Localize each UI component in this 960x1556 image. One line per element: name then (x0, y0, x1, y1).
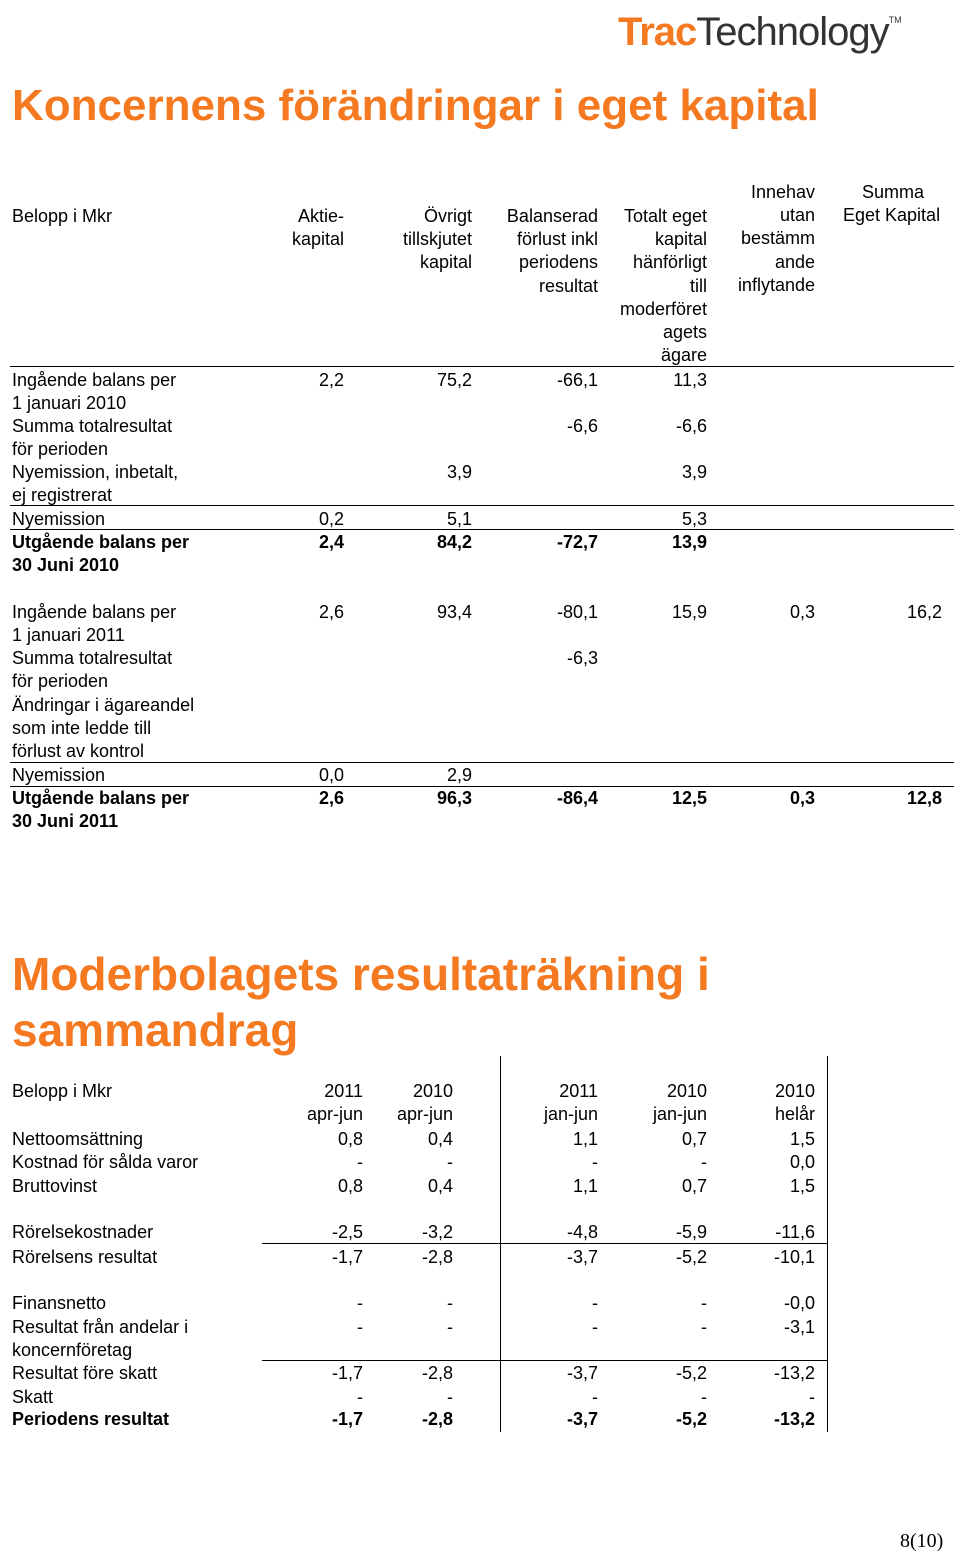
row-value: - (447, 1152, 453, 1172)
header-totalt-line: moderföret (619, 298, 707, 319)
row-value: -3,7 (566, 1363, 598, 1383)
row-value: 1,1 (572, 1129, 598, 1149)
column-divider (500, 1056, 501, 1432)
row-value: -66,1 (556, 370, 598, 390)
row-value: - (592, 1293, 598, 1313)
row-value: 13,9 (671, 532, 707, 552)
row-value: -13,2 (773, 1409, 815, 1429)
header-period: jan-jun (652, 1104, 707, 1125)
header-ovrigt-line: Övrigt (423, 206, 472, 226)
row-label: 1 januari 2011 (12, 625, 125, 646)
row-value: -6,6 (675, 416, 707, 436)
row-value: 96,3 (436, 788, 472, 808)
row-value: - (447, 1293, 453, 1313)
row-value: 93,4 (436, 602, 472, 622)
header-innehav-line: inflytande (737, 274, 815, 295)
row-value: 12,5 (671, 788, 707, 808)
section1-title: Koncernens förändringar i eget kapital (12, 81, 819, 130)
header-summa-line: Summa (862, 182, 925, 202)
row-divider (10, 529, 954, 530)
row-divider (262, 1360, 827, 1361)
row-value: -1,7 (331, 1409, 363, 1429)
header-innehav-line: bestämm (740, 228, 815, 249)
row-value: -10,1 (773, 1247, 815, 1267)
row-label: koncernföretag (12, 1340, 133, 1361)
header-belopp: Belopp i Mkr (12, 1081, 113, 1101)
header-period: helår (774, 1104, 815, 1125)
row-value: 2,2 (318, 370, 344, 390)
row-label: Nyemission, inbetalt, (12, 462, 179, 482)
row-divider (10, 505, 954, 506)
row-value: -1,7 (331, 1247, 363, 1267)
row-value: 0,4 (427, 1176, 453, 1196)
row-value: -6,6 (566, 416, 598, 436)
header-innehav-line: utan (779, 205, 815, 226)
row-label: Skatt (12, 1387, 54, 1407)
row-value: -2,8 (421, 1247, 453, 1267)
header-aktie-line: kapital (291, 229, 344, 250)
header-totalt-line: hänförligt (632, 252, 707, 273)
row-value: 5,1 (446, 509, 472, 529)
logo-tm: TM (888, 15, 902, 25)
row-value: -3,7 (566, 1247, 598, 1267)
row-label: Rörelsens resultat (12, 1247, 158, 1267)
header-totalt-line: till (690, 275, 707, 296)
section2-title-line1: Moderbolagets resultaträkning i (12, 948, 710, 1000)
row-value: 0,2 (318, 509, 344, 529)
header-innehav-line: ande (774, 251, 815, 272)
row-value: 1,1 (572, 1176, 598, 1196)
row-value: 0,7 (681, 1129, 707, 1149)
row-label: Resultat från andelar i (12, 1317, 189, 1337)
row-label: Utgående balans per (12, 788, 190, 808)
row-divider (10, 762, 954, 763)
row-value: - (357, 1387, 363, 1407)
row-label: förlust av kontrol (12, 741, 145, 762)
row-value: -2,8 (421, 1409, 453, 1429)
row-label: Nyemission (12, 509, 106, 529)
row-value: - (592, 1317, 598, 1337)
column-divider (827, 1056, 828, 1432)
row-value: 2,6 (318, 602, 344, 622)
row-value: - (701, 1387, 707, 1407)
row-value: 15,9 (671, 602, 707, 622)
header-period: apr-jun (306, 1104, 363, 1125)
row-label: Ändringar i ägareandel (12, 695, 195, 715)
header-period: 2010 (666, 1081, 707, 1101)
row-value: - (809, 1387, 815, 1407)
header-innehav-line: Innehav (750, 182, 815, 202)
row-value: 5,3 (681, 509, 707, 529)
row-value: 0,7 (681, 1176, 707, 1196)
header-belopp: Belopp i Mkr (12, 206, 113, 226)
row-label: Summa totalresultat (12, 416, 173, 436)
row-value: -5,9 (675, 1222, 707, 1242)
row-value: -2,8 (421, 1363, 453, 1383)
header-totalt-line: Totalt eget (623, 206, 707, 226)
row-value: -2,5 (331, 1222, 363, 1242)
row-value: -72,7 (556, 532, 598, 552)
row-label: för perioden (12, 439, 109, 460)
row-value: -0,0 (783, 1293, 815, 1313)
row-value: 3,9 (446, 462, 472, 482)
company-logo (618, 6, 958, 58)
header-balanserad-line: periodens (518, 252, 598, 273)
header-ovrigt-line: tillskjutet (402, 229, 472, 250)
row-value: -86,4 (556, 788, 598, 808)
row-label: ej registrerat (12, 485, 113, 506)
row-label: 1 januari 2010 (12, 393, 127, 414)
row-value: 3,9 (681, 462, 707, 482)
row-value: - (357, 1152, 363, 1172)
row-label: Kostnad för sålda varor (12, 1152, 199, 1172)
row-label: 30 Juni 2011 (12, 811, 119, 832)
row-divider (10, 366, 954, 367)
row-value: 2,6 (318, 788, 344, 808)
header-totalt-line: agets (662, 322, 707, 342)
row-value: 0,4 (427, 1129, 453, 1149)
row-value: 0,0 (789, 1152, 815, 1172)
row-value: - (592, 1387, 598, 1407)
header-period: 2011 (559, 1081, 598, 1101)
row-value: - (701, 1317, 707, 1337)
header-period: jan-jun (543, 1104, 598, 1125)
row-value: -13,2 (773, 1363, 815, 1383)
row-value: -5,2 (675, 1363, 707, 1383)
row-label: Nyemission (12, 765, 106, 785)
row-value: 0,3 (789, 788, 815, 808)
row-value: - (592, 1152, 598, 1172)
row-label: för perioden (12, 671, 109, 692)
row-value: 12,8 (906, 788, 942, 808)
row-label: Finansnetto (12, 1293, 107, 1313)
row-label: Utgående balans per (12, 532, 190, 552)
header-period: apr-jun (396, 1104, 453, 1125)
header-aktie-line: Aktie- (297, 206, 344, 226)
row-value: - (447, 1387, 453, 1407)
row-label: Periodens resultat (12, 1409, 170, 1429)
header-balanserad-line: resultat (538, 275, 598, 296)
header-totalt-line: kapital (654, 229, 707, 250)
header-summa-line: Eget Kapital (843, 205, 941, 226)
row-value: 0,0 (318, 765, 344, 785)
row-label: Summa totalresultat (12, 648, 173, 668)
header-period: 2010 (412, 1081, 453, 1101)
row-value: 84,2 (436, 532, 472, 552)
row-value: -11,6 (775, 1222, 815, 1242)
row-value: 2,4 (318, 532, 344, 552)
header-period: 2010 (774, 1081, 815, 1101)
row-value: 75,2 (436, 370, 472, 390)
row-value: - (701, 1152, 707, 1172)
row-value: 2,9 (446, 765, 472, 785)
row-label: Ingående balans per (12, 602, 177, 622)
row-value: -4,8 (566, 1222, 598, 1242)
header-totalt-line: ägare (660, 345, 707, 366)
row-value: - (357, 1317, 363, 1337)
header-period: 2011 (324, 1081, 363, 1101)
row-value: - (701, 1293, 707, 1313)
row-label: Ingående balans per (12, 370, 177, 390)
row-value: -3,1 (783, 1317, 815, 1337)
header-balanserad-line: Balanserad (506, 206, 598, 226)
row-value: -6,3 (566, 648, 598, 668)
header-balanserad-line: förlust inkl (516, 229, 598, 250)
row-label: Nettoomsättning (12, 1129, 144, 1149)
row-value: 0,3 (789, 602, 815, 622)
row-value: 0,8 (337, 1176, 363, 1196)
row-value: - (447, 1317, 453, 1337)
row-value: -3,7 (566, 1409, 598, 1429)
page-number: 8(10) (900, 1530, 944, 1552)
row-value: 0,8 (337, 1129, 363, 1149)
row-value: 1,5 (789, 1129, 815, 1149)
row-value: -80,1 (556, 602, 598, 622)
row-value: -5,2 (675, 1247, 707, 1267)
section2-title-line2: sammandrag (12, 1004, 299, 1056)
row-label: som inte ledde till (12, 718, 152, 739)
row-value: 1,5 (789, 1176, 815, 1196)
row-label: Rörelsekostnader (12, 1222, 154, 1242)
row-value: -3,2 (421, 1222, 453, 1242)
logo-technology: Technology (696, 10, 889, 54)
row-label: Bruttovinst (12, 1176, 98, 1196)
row-value: 11,3 (673, 370, 707, 390)
logo-trac: Trac (618, 10, 697, 54)
row-label: 30 Juni 2010 (12, 555, 120, 576)
row-value: -5,2 (675, 1409, 707, 1429)
row-value: 16,2 (906, 602, 942, 622)
row-label: Resultat före skatt (12, 1363, 158, 1383)
row-value: - (357, 1293, 363, 1313)
header-ovrigt-line: kapital (419, 252, 472, 273)
row-value: -1,7 (331, 1363, 363, 1383)
